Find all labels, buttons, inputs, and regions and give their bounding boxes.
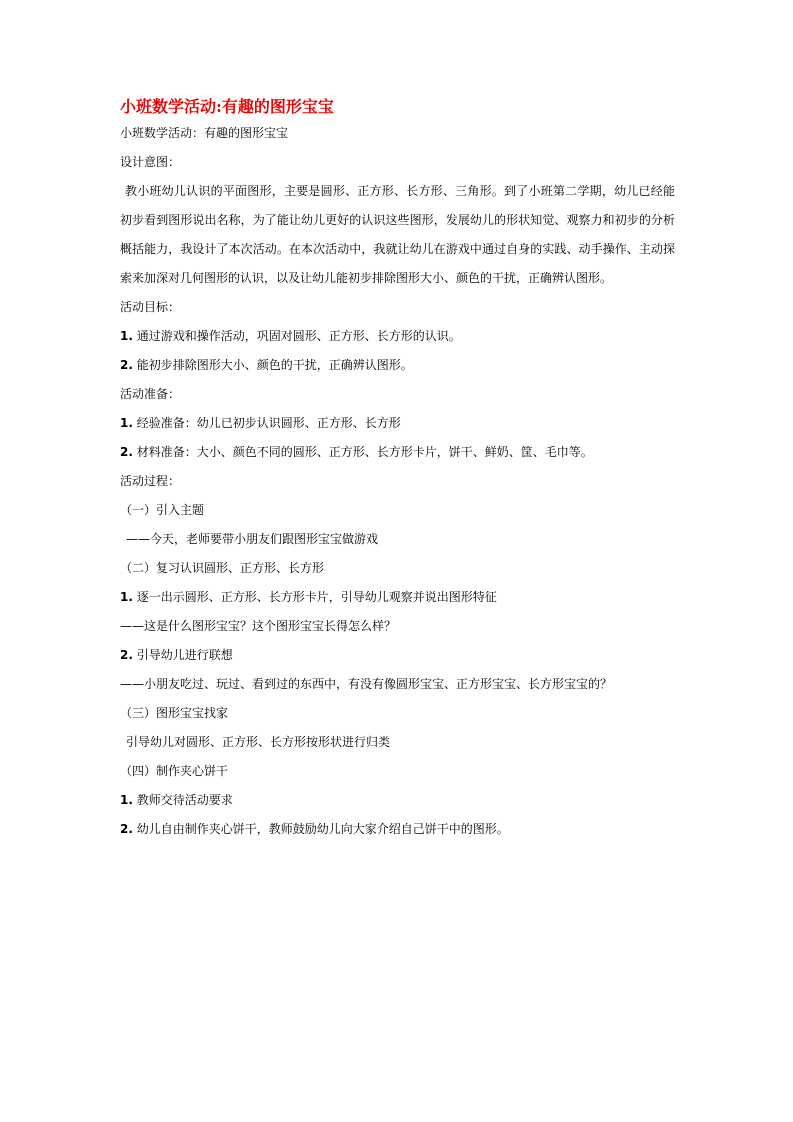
- section-4-item-2-text: 幼儿自由制作夹心饼干，教师鼓励幼儿向大家介绍自己饼干中的图形。: [132, 822, 509, 836]
- section-4-item-1-number: 1.: [120, 793, 133, 807]
- process-heading: 活动过程：: [120, 474, 181, 488]
- prep-item-2-number: 2.: [120, 445, 133, 459]
- goals-heading: 活动目标：: [120, 300, 181, 314]
- section-2-question-1: ——这是什么图形宝宝？这个图形宝宝长得怎么样？: [120, 619, 397, 633]
- section-4-item-2: [120, 815, 675, 844]
- section-2-item-2-number: 2.: [120, 648, 133, 662]
- section-2-title: （二）复习认识圆形、正方形、长方形: [120, 561, 325, 575]
- section-3-text: 引导幼儿对圆形、正方形、长方形按形状进行归类: [126, 735, 391, 749]
- prep-item-2: [120, 438, 675, 467]
- prep-item-1-number: 1.: [120, 416, 133, 430]
- goal-item-2-text: 能初步排除图形大小、颜色的干扰，正确辨认图形。: [132, 358, 413, 372]
- document-content: [120, 95, 675, 844]
- section-2-item-1-text: 逐一出示圆形、正方形、长方形卡片，引导幼儿观察并说出图形特征: [132, 590, 497, 604]
- document-subtitle: 小班数学活动：有趣的图形宝宝: [120, 126, 289, 140]
- section-1-text: ——今天，老师要带小朋友们跟图形宝宝做游戏: [126, 532, 379, 546]
- section-4-item-1: [120, 786, 675, 815]
- prep-item-2-text: 材料准备：大小、颜色不同的圆形、正方形、长方形卡片，饼干、鲜奶、筐、毛巾等。: [132, 445, 593, 459]
- prep-heading: 活动准备：: [120, 387, 181, 401]
- goal-item-1-text: 通过游戏和操作活动，巩固对圆形、正方形、长方形的认识。: [132, 329, 461, 343]
- prep-item-1: [120, 409, 675, 438]
- section-1-title: （一）引入主题: [120, 503, 205, 517]
- section-3-title: （三）图形宝宝找家: [120, 706, 229, 720]
- section-4-item-1-text: 教师交待活动要求: [132, 793, 233, 807]
- goal-item-2-number: 2.: [120, 358, 133, 372]
- design-intent-heading: 设计意图：: [120, 155, 181, 169]
- document-title: 小班数学活动:有趣的图形宝宝: [120, 97, 334, 116]
- goal-item-2: [120, 351, 675, 380]
- section-2-item-2: [120, 641, 675, 670]
- goal-item-1-number: 1.: [120, 329, 133, 343]
- section-2-question-2: ——小朋友吃过、玩过、看到过的东西中，有没有像圆形宝宝、正方形宝宝、长方形宝宝的？: [120, 677, 613, 691]
- design-intent-paragraph: 教小班幼儿认识的平面图形，主要是圆形、正方形、长方形、三角形。到了小班第二学期，幼儿已经能初步看到图形说出名称，为了能让幼儿更好的认识这些图形，发展幼儿的形状知觉、观察力和初步的分析概括能力，我设计了本次活动。在本次活动中，我就让幼儿在游戏中通过自身的实践、动手操作、主动探索来加深对几何图形的认识，以及让幼儿能初步排除图形大小、颜色的干扰，正确辨认图形。: [120, 184, 675, 285]
- section-2-item-1-number: 1.: [120, 590, 133, 604]
- section-4-item-2-number: 2.: [120, 822, 133, 836]
- section-4-title: （四）制作夹心饼干: [120, 764, 229, 778]
- prep-item-1-text: 经验准备：幼儿已初步认识圆形、正方形、长方形: [132, 416, 401, 430]
- section-2-item-2-text: 引导幼儿进行联想: [132, 648, 233, 662]
- goal-item-1: [120, 322, 675, 351]
- section-2-item-1: [120, 583, 675, 612]
